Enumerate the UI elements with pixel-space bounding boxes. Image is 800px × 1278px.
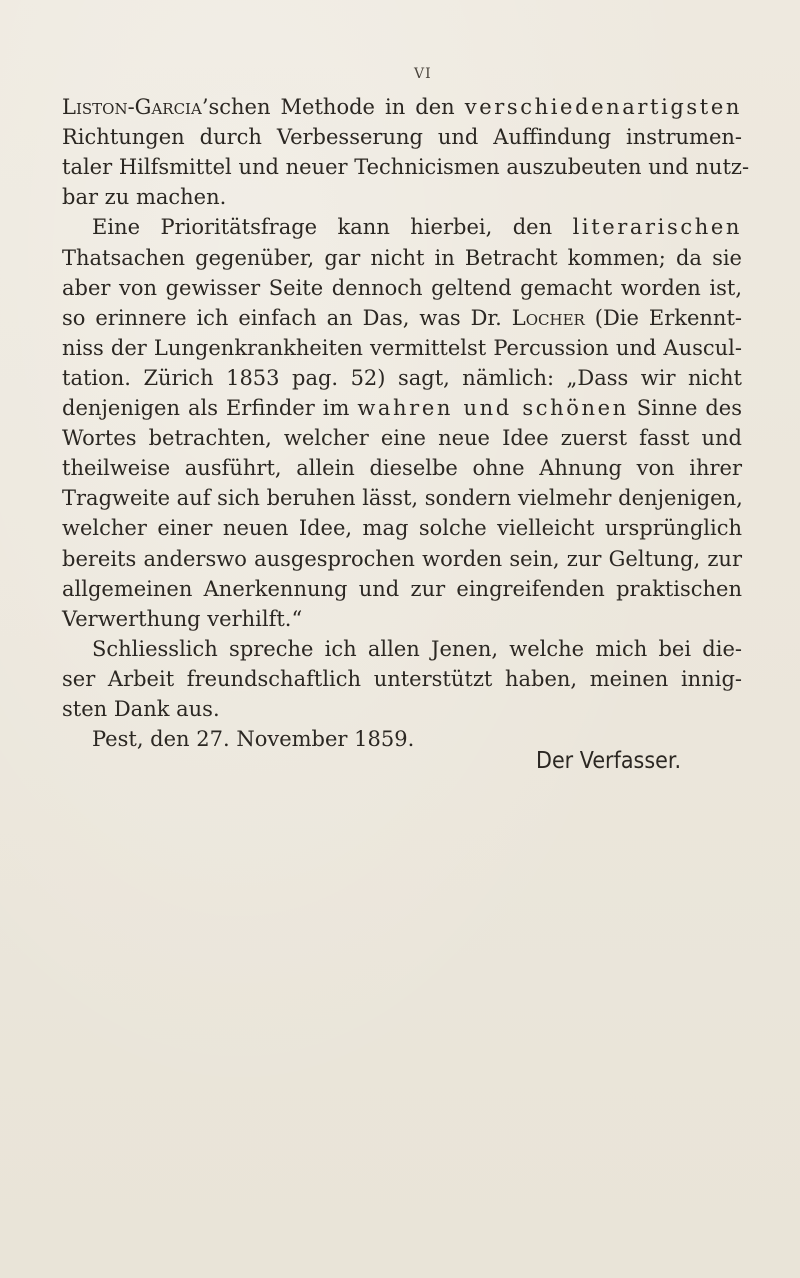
text-line <box>62 423 742 453</box>
text-run: literarischen <box>572 215 742 240</box>
text-line <box>62 243 742 273</box>
text-line <box>62 333 742 363</box>
text-run: verschiedenartigsten <box>464 95 742 119</box>
text-line <box>62 453 742 483</box>
text-run: denjenigen als Erfinder im <box>62 396 358 420</box>
text-run: Liston-Garcia <box>62 95 202 119</box>
text-line <box>62 273 742 303</box>
text-line <box>62 694 742 724</box>
text-line <box>62 122 742 152</box>
text-run: niss der Lungenkrankheiten vermittelst Percussion und Auscul- <box>62 335 742 360</box>
text-run: wahren und schönen <box>357 396 629 420</box>
text-run: Locher <box>511 305 585 330</box>
text-line <box>62 604 742 634</box>
text-run: tation. Zürich 1853 pag. 52) sagt, nämlich: „Dass wir nicht <box>62 365 742 390</box>
text-run: allgemeinen Anerkennung und zur eingreifenden praktischen <box>62 576 742 601</box>
text-line <box>92 634 742 664</box>
text-run: Sinne des <box>628 396 743 420</box>
text-run: Pest, den 27. November 1859. <box>92 727 415 752</box>
text-run: so erinnere ich einfach an Das, was Dr. <box>62 305 512 330</box>
page-number: VI <box>414 66 432 82</box>
text-run: ’schen Methode in den <box>201 95 465 119</box>
text-run: taler Hilfsmittel und neuer Technicismen auszubeuten und nutz- <box>62 155 750 180</box>
text-line <box>62 92 742 122</box>
text-line <box>62 182 742 212</box>
text-run: bereits anderswo ausgesprochen worden sein, zur Geltung, zur <box>62 546 742 571</box>
text-line <box>62 393 742 423</box>
text-line <box>62 483 742 513</box>
text-run: theilweise ausführt, allein dieselbe ohne Ahnung von ihrer <box>62 456 742 481</box>
text-line <box>62 152 750 182</box>
text-run: bar zu machen. <box>62 185 227 210</box>
text-run: Verwerthung verhilft.“ <box>62 606 303 631</box>
text-run: aber von gewisser Seite dennoch geltend gemacht worden ist, <box>62 275 742 300</box>
text-run: sten Dank aus. <box>62 697 220 721</box>
text-line <box>62 664 742 694</box>
text-run: Thatsachen gegenüber, gar nicht in Betracht kommen; da sie <box>62 245 742 270</box>
signature: Der Verfasser. <box>536 748 682 774</box>
text-line <box>62 513 742 543</box>
text-line <box>62 363 742 393</box>
text-line <box>92 212 742 242</box>
text-line <box>62 574 742 604</box>
text-run: (Die Erkennt- <box>584 305 742 330</box>
text-line <box>62 303 742 333</box>
text-run: Eine Prioritätsfrage kann hierbei, den <box>92 215 573 240</box>
text-run: Tragweite auf sich beruhen lässt, sondern vielmehr denjenigen, <box>62 486 743 511</box>
text-run: Wortes betrachten, welcher eine neue Idee zuerst fasst und <box>62 426 742 451</box>
text-run: welcher einer neuen Idee, mag solche vielleicht ursprünglich <box>62 516 742 541</box>
text-run: Schliesslich spreche ich allen Jenen, welche mich bei die- <box>92 636 742 661</box>
text-line <box>62 544 742 574</box>
text-run: ser Arbeit freundschaftlich unterstützt haben, meinen innig- <box>62 666 742 691</box>
text-run: Richtungen durch Verbesserung und Auffindung instrumen- <box>62 125 742 150</box>
